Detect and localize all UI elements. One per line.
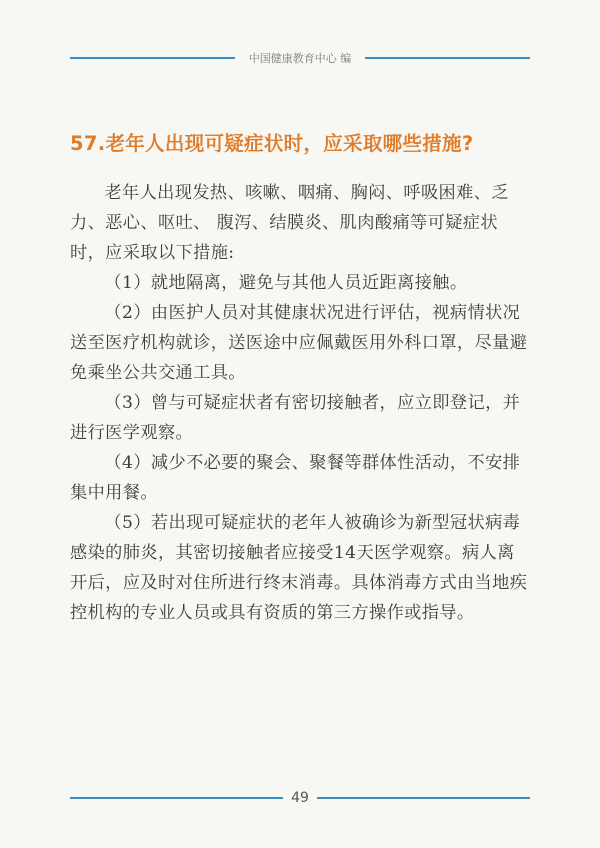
header-text: 中国健康教育中心 编: [248, 52, 352, 65]
answer-body: [70, 178, 532, 628]
paragraph-measure-5: （5）若出现可疑症状的老年人被确诊为新型冠状病毒感染的肺炎，其密切接触者应接受14天医学观察。病人离开后，应及时对住所进行终末消毒。具体消毒方式由当地疾控机构的专业人员或具有资质的第三方操作或指导。: [70, 513, 528, 623]
page-number: 49: [291, 790, 309, 806]
paragraph-measure-4: （4）减少不必要的聚会、聚餐等群体性活动，不安排集中用餐。: [70, 453, 521, 503]
header-rule-left: [70, 57, 235, 59]
paragraph-measure-2: （2）由医护人员对其健康状况进行评估，视病情状况送至医疗机构就诊，送医途中应佩戴医用外科口罩，尽量避免乘坐公共交通工具。: [70, 303, 528, 383]
page-header: [70, 46, 530, 70]
question-title: 57.老年人出现可疑症状时，应采取哪些措施?: [70, 132, 474, 155]
header-rule-right: [365, 57, 530, 59]
paragraph-measure-1: （1）就地隔离，避免与其他人员近距离接触。: [104, 273, 468, 293]
footer-rule-right: [317, 797, 530, 799]
paragraph-measure-3: （3）曾与可疑症状者有密切接触者，应立即登记，并进行医学观察。: [70, 393, 521, 443]
footer-rule-left: [70, 797, 283, 799]
page-footer: [70, 786, 530, 810]
paragraph-intro: 老年人出现发热、咳嗽、咽痛、胸闷、呼吸困难、乏力、恶心、呕吐、 腹泻、结膜炎、肌肉酸痛等可疑症状时，应采取以下措施:: [70, 183, 509, 263]
